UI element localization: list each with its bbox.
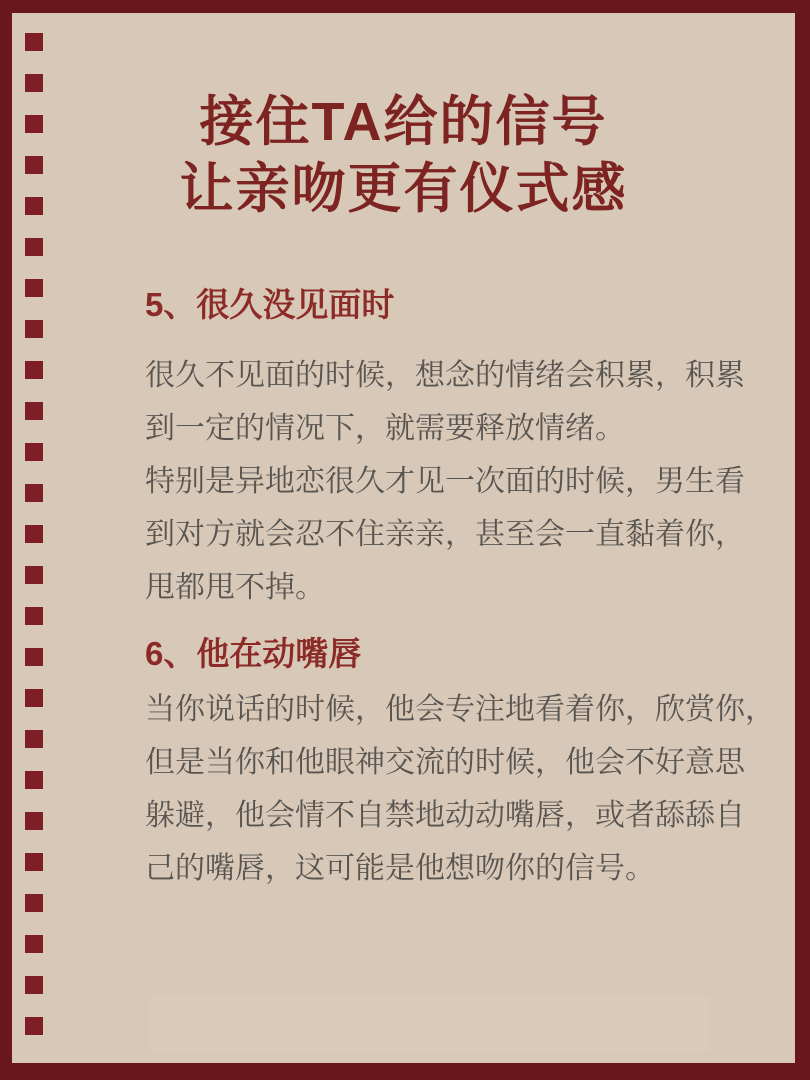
section-6-body-line: 己的嘴唇，这可能是他想吻你的信号。 — [145, 852, 655, 885]
section-5-body-line: 到一定的情况下，就需要释放情绪。 — [145, 412, 625, 445]
page-title — [12, 89, 795, 223]
section-6-body — [145, 683, 785, 895]
watermark-remnant — [150, 995, 710, 1053]
section-5-body-line: 特别是异地恋很久才见一次面的时候，男生看 — [145, 465, 745, 498]
section-5-body-line: 到对方就会忍不住亲亲，甚至会一直黏着你， — [145, 518, 745, 551]
section-6-heading: 6、他在动嘴唇 — [145, 635, 362, 672]
section-5-heading: 5、很久没见面时 — [145, 286, 395, 323]
section-6-body-line: 当你说话的时候，他会专注地看着你，欣赏你， — [145, 693, 775, 726]
page-title-line-1: 接住TA给的信号 — [199, 92, 608, 152]
section-5-body-line: 很久不见面的时候，想念的情绪会积累，积累 — [145, 359, 745, 392]
section-5-body — [145, 349, 785, 614]
page-title-line-2: 让亲吻更有仪式感 — [179, 159, 628, 219]
section-5-body-line: 甩都甩不掉。 — [145, 571, 325, 604]
section-6-body-line: 但是当你和他眼神交流的时候，他会不好意思 — [145, 746, 745, 779]
section-6-body-line: 躲避，他会情不自禁地动动嘴唇，或者舔舔自 — [145, 799, 745, 832]
